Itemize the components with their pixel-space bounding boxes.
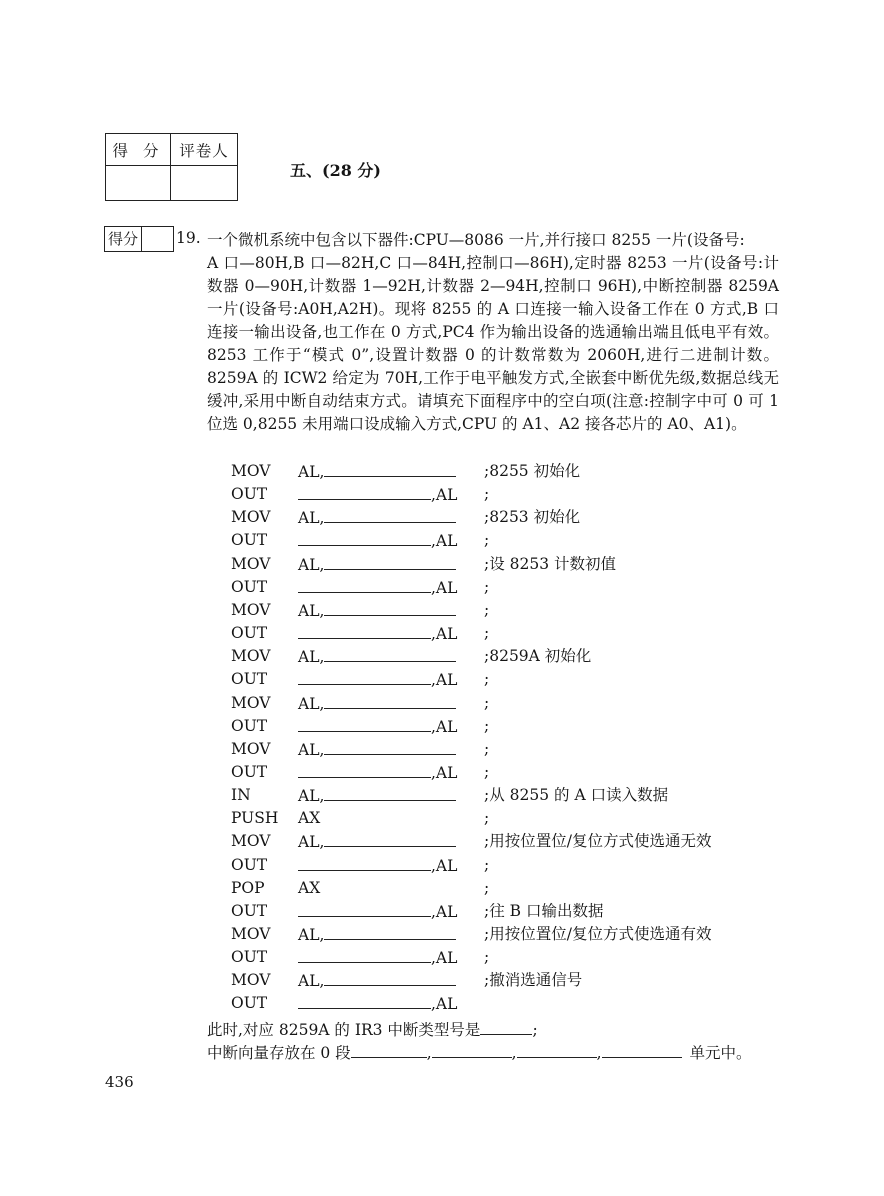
operand-text: AL, [298,740,325,759]
answer-blank[interactable] [324,830,456,847]
operand-text: AL, [298,648,325,667]
operand-text: ,AL [431,486,458,505]
section-title: 五、(28 分) [290,161,381,180]
code-comment: ; [484,577,490,596]
operand-text: ,AL [431,902,458,921]
opcode: MOV [231,925,271,943]
opcode: OUT [231,855,268,874]
operand [298,946,457,970]
operand-text: ,AL [431,625,458,644]
code-comment: ;用按位置位/复位方式使选通无效 [484,832,712,851]
opcode: OUT [231,901,268,920]
operand-text: AL, [298,463,325,481]
vector-blank-2[interactable] [432,1041,512,1058]
operand-text: AL, [298,555,325,574]
question-text: A 口—80H,B 口—82H,C 口—84H,控制口—86H),定时器 8253 一片(设备号:计数器 0—90H,计数器 1—92H,计数器 2—94H,控制口 96H),中断控制器 8259A 一片(设备号:A0H,A2H)。现将 8255 的 A 口连接一输入设备工作在 0 方式,B 口连接一输出设备,也工作在 0 方式,PC4 作为输出设备的选通输出端且低电平有效。8253 工作于“模式 0”,设置计数器 0 的计数常数为 2060H,进行二进制计数。8259A 的 ICW2 给定为 70H,工作于电平触发方式,全嵌套中断优先级,数据总线无缓冲,采用中断自动结束方式。请填充下面程序中的空白项(注意:控制字中可 0 可 1 位选 0,8255 未用端口设成输入方式,CPU 的 A1、A2 接各芯片的 A0、A1)。 [207,254,779,433]
grader-cell[interactable] [171,166,238,201]
vector-blank-4[interactable] [602,1041,682,1058]
operand [298,599,456,623]
answer-blank[interactable] [324,553,456,570]
code-comment: ; [484,948,490,967]
question-score-field[interactable] [142,227,173,251]
operand [298,830,456,854]
operand-text: ,AL [431,578,458,597]
interrupt-type-text: 此时,对应 8259A 的 IR3 中断类型号是 [207,1021,481,1039]
opcode: IN [231,786,251,805]
opcode: OUT [231,948,268,967]
answer-blank[interactable] [324,784,456,801]
opcode: MOV [231,832,271,851]
opcode: OUT [231,762,268,781]
operand [298,877,320,900]
operand [298,900,457,924]
grader-header: 评卷人 [171,134,238,166]
score-header: 得 分 [106,134,171,166]
operand-text: ,AL [431,995,458,1014]
operand [298,576,457,600]
answer-blank[interactable] [298,715,431,732]
opcode: MOV [231,647,271,666]
operand-text: ,AL [431,949,458,968]
operand [298,992,457,1016]
code-comment: ; [484,693,490,712]
interrupt-type-line [207,1018,538,1042]
score-table [105,133,238,201]
code-comment: ; [484,762,490,781]
operand [298,923,456,947]
operand-text: AL, [298,833,325,852]
vector-blank-1[interactable] [351,1041,427,1058]
opcode: MOV [231,508,271,527]
code-comment: ;8259A 初始化 [484,647,592,666]
answer-blank[interactable] [324,969,456,986]
question-score-label: 得分 [105,227,142,251]
operand [298,529,457,553]
answer-blank[interactable] [324,692,456,709]
operand [298,645,456,669]
vector-blank-3[interactable] [517,1041,597,1058]
vector-address-suffix: 单元中。 [689,1044,752,1062]
answer-blank[interactable] [298,668,431,685]
operand-text: ,AL [431,671,458,690]
operand [298,738,456,762]
question-number: 19. [176,229,201,247]
operand-text: ,AL [431,856,458,875]
code-comment: ;撤消选通信号 [484,971,583,990]
code-comment: ;从 8255 的 A 口读入数据 [484,786,669,805]
interrupt-type-suffix: ; [532,1021,538,1039]
operand-text: AL, [298,694,325,713]
code-comment: ; [484,716,490,735]
answer-blank[interactable] [298,900,431,917]
question-score-box [104,226,174,252]
opcode: OUT [231,485,268,504]
code-comment: ; [484,531,490,550]
answer-blank[interactable] [324,599,456,616]
answer-blank[interactable] [324,645,456,662]
answer-blank[interactable] [298,622,431,639]
operand-text: AL, [298,509,325,528]
opcode: OUT [231,670,268,689]
opcode: OUT [231,624,268,643]
separator: , [426,1044,432,1062]
opcode: OUT [231,994,268,1013]
code-comment: ; [484,670,490,689]
answer-blank[interactable] [324,738,456,755]
score-cell[interactable] [106,166,171,201]
code-comment: ; [484,855,490,874]
operand-text: AX [298,809,321,828]
interrupt-type-blank[interactable] [480,1018,532,1035]
opcode: MOV [231,971,271,990]
code-comment: ;往 B 口输出数据 [484,901,604,920]
operand-text: AL, [298,601,325,620]
opcode: MOV [231,739,271,758]
code-comment: ; [484,485,490,504]
operand-text: ,AL [431,532,458,551]
operand [298,692,456,716]
code-comment: ; [484,809,490,828]
answer-blank[interactable] [298,854,431,871]
answer-blank[interactable] [324,460,456,477]
answer-blank[interactable] [324,923,456,940]
answer-blank[interactable] [298,483,431,500]
operand [298,506,456,530]
operand [298,761,457,785]
opcode: POP [231,878,265,897]
opcode: MOV [231,554,271,573]
operand [298,622,457,646]
answer-blank[interactable] [298,529,431,546]
question-first-line: 一个微机系统中包含以下器件:CPU—8086 一片,并行接口 8255 一片(设备号: [207,231,745,249]
operand [298,784,456,808]
operand [298,483,457,507]
opcode: OUT [231,531,268,550]
answer-blank[interactable] [298,946,431,963]
code-comment: ; [484,624,490,643]
code-comment: ; [484,878,490,897]
operand-text: AX [298,878,321,897]
opcode: OUT [231,577,268,596]
separator: , [511,1044,517,1062]
answer-blank[interactable] [324,506,456,523]
vector-address-text: 中断向量存放在 0 段 [207,1044,351,1062]
code-comment: ; [484,600,490,619]
answer-blank[interactable] [298,761,431,778]
operand [298,668,457,692]
operand-text: AL, [298,926,325,944]
operand-text: AL, [298,972,325,991]
operand-text: ,AL [431,717,458,736]
separator: , [596,1044,602,1062]
operand [298,807,320,830]
operand [298,715,457,739]
code-comment: ; [484,739,490,758]
operand [298,854,457,878]
code-comment: ;8255 初始化 [484,462,581,480]
operand [298,553,456,577]
code-comment: ;8253 初始化 [484,508,581,527]
operand [298,460,456,484]
opcode: MOV [231,693,271,712]
operand-text: ,AL [431,763,458,782]
operand-text: AL, [298,787,325,806]
opcode: OUT [231,716,268,735]
answer-blank[interactable] [298,576,431,593]
code-comment: ;设 8253 计数初值 [484,554,617,573]
opcode: MOV [231,600,271,619]
operand [298,969,456,993]
page-number: 436 [105,1073,134,1091]
code-comment: ;用按位置位/复位方式使选通有效 [484,925,712,943]
answer-blank[interactable] [298,992,431,1009]
opcode: PUSH [231,809,279,828]
vector-address-line [207,1041,752,1065]
opcode: MOV [231,462,271,480]
